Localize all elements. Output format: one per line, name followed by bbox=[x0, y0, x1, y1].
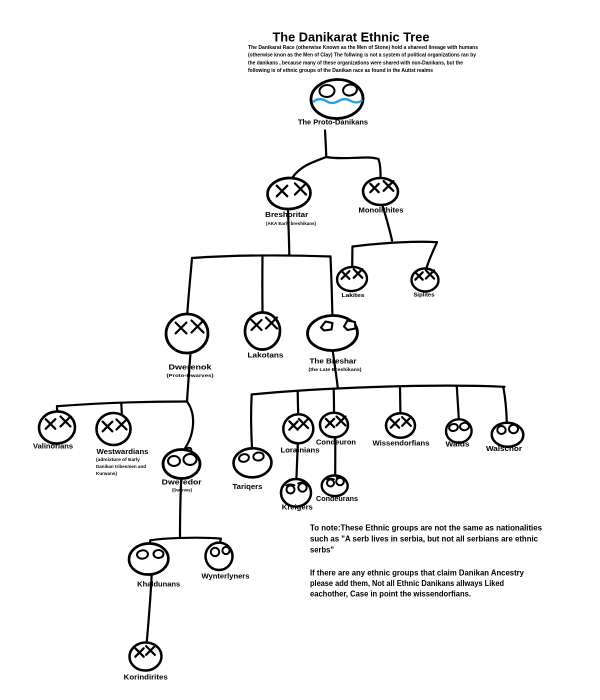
valinorians-face bbox=[38, 410, 76, 444]
label-wynterlyners: Wynterlyners bbox=[201, 571, 250, 581]
left-eye-icon bbox=[319, 84, 335, 97]
note-line-6: eachother, Case in point the wissendorfians. bbox=[310, 589, 471, 599]
subtitle-westwardians-1: (admixture of Early bbox=[96, 457, 141, 462]
westwardians-face bbox=[96, 412, 131, 445]
label-walds: Walds bbox=[445, 439, 470, 449]
left-eye-icon bbox=[497, 426, 505, 434]
proto-danikans-face bbox=[310, 79, 363, 120]
edge-to-lorainians bbox=[298, 392, 299, 414]
note-line-4: If there are any ethnic groups that claim Danikan Ancestry bbox=[310, 568, 525, 578]
edge-to-westwardians bbox=[121, 404, 122, 414]
left-eye-icon bbox=[168, 456, 180, 466]
note-line-3: serbs" bbox=[310, 545, 335, 555]
tariqers-face bbox=[233, 448, 272, 478]
right-eye-icon bbox=[298, 483, 306, 491]
label-condeurans: Condeurans bbox=[316, 494, 358, 503]
khaldunans-face bbox=[128, 542, 169, 575]
label-dweredor: Dweredor bbox=[161, 477, 202, 487]
intro-line-1: The Danikarat Race (otherwise Known as the Men of Stone) hold a shareed lineage with humans bbox=[248, 45, 478, 51]
left-eye-icon bbox=[448, 423, 458, 432]
right-eye-icon bbox=[154, 550, 164, 558]
condeuron-face bbox=[320, 412, 349, 438]
intro-line-3: the danikans , because many of these organizations were shared with non-Danikans, but the bbox=[248, 60, 464, 67]
wynterlyners-face bbox=[206, 543, 233, 570]
lorainians-face bbox=[282, 413, 314, 444]
subtitle-dweredor: (Dwarves) bbox=[172, 487, 193, 493]
note-line-1: To note:These Ethnic groups are not the same as nationalities bbox=[310, 523, 543, 533]
right-eye-icon bbox=[509, 425, 518, 433]
label-tariqers: Tariqers bbox=[232, 482, 263, 491]
left-eye-icon bbox=[137, 550, 149, 560]
subtitle-dwerenok: (Proto-Dwarves) bbox=[166, 373, 215, 378]
wissendorfians-face bbox=[386, 413, 415, 437]
monolithites-face bbox=[363, 177, 399, 205]
right-eye-icon bbox=[184, 454, 197, 465]
right-eye-icon bbox=[336, 478, 344, 486]
dwerenok-face bbox=[165, 313, 209, 354]
head-outline bbox=[128, 542, 169, 575]
note-line-2: such as "A serb lives in serbia, but not all serbians are ethnic bbox=[310, 534, 539, 544]
right-eye-icon bbox=[460, 422, 470, 430]
label-kreigers: Kreigers bbox=[281, 502, 313, 512]
label-breshoritar: Breshoritar bbox=[265, 210, 309, 219]
head-outline bbox=[233, 448, 272, 478]
lakotans-face bbox=[244, 312, 281, 351]
page-title: The Danikarat Ethnic Tree bbox=[272, 29, 430, 45]
the-breshar-face bbox=[307, 315, 358, 352]
subtitle-the-breshar: (the Late Breshikans) bbox=[308, 367, 362, 372]
intro-line-2: (otherwise knon as the Men of Clay) The follwing is not a system of political organizations ran by bbox=[248, 52, 477, 59]
label-westwardians: Westwardians bbox=[96, 447, 149, 456]
label-valinorians: Valinorians bbox=[33, 441, 73, 451]
label-lorainians: Lorainians bbox=[280, 445, 320, 455]
left-eye-icon bbox=[327, 480, 334, 487]
label-monolithites: Monolithites bbox=[358, 205, 404, 215]
left-eye-icon bbox=[287, 486, 295, 494]
label-lakites: Lakites bbox=[341, 293, 365, 299]
breshoritar-face bbox=[267, 177, 312, 210]
note-line-5: please add them, Not all Ethnic Danikans allways Liked bbox=[310, 579, 505, 588]
label-korindirites: Korindirites bbox=[123, 672, 168, 682]
siplites-face bbox=[411, 268, 439, 292]
label-dwerenok: Dwerenok bbox=[168, 362, 213, 372]
label-wissendorfians: Wissendorfians bbox=[372, 438, 430, 448]
subtitle-westwardians-3: Kurwans) bbox=[96, 471, 118, 476]
subtitle-westwardians-2: Danikan tribesmen and bbox=[96, 464, 147, 469]
right-eye-icon bbox=[222, 547, 229, 554]
label-siplites: Siplites bbox=[413, 292, 435, 299]
edge-to-tariqers bbox=[251, 395, 252, 449]
label-lakotans: Lakotans bbox=[247, 350, 284, 360]
label-proto-danikans: The Proto-Danikans bbox=[298, 117, 368, 127]
head-outline bbox=[244, 312, 281, 351]
edge-proto-stem bbox=[325, 131, 326, 158]
left-eye-icon bbox=[211, 548, 219, 556]
intro-line-4: following is of ethnic groups of the Danikan race as found in the Autist realms bbox=[248, 68, 433, 75]
right-eye-icon bbox=[253, 452, 264, 461]
subtitle-breshoritar: (AKA Early breshikans) bbox=[266, 221, 317, 226]
label-condeuron: Condeuron bbox=[316, 437, 357, 447]
korindirites-face bbox=[129, 642, 162, 672]
label-khaldunans: Khaldunans bbox=[137, 579, 181, 589]
label-the-breshar: The Breshar bbox=[309, 356, 357, 366]
dweredor-face bbox=[163, 448, 200, 479]
right-eye-icon bbox=[344, 321, 356, 331]
label-walschor: Walschor bbox=[486, 444, 523, 453]
